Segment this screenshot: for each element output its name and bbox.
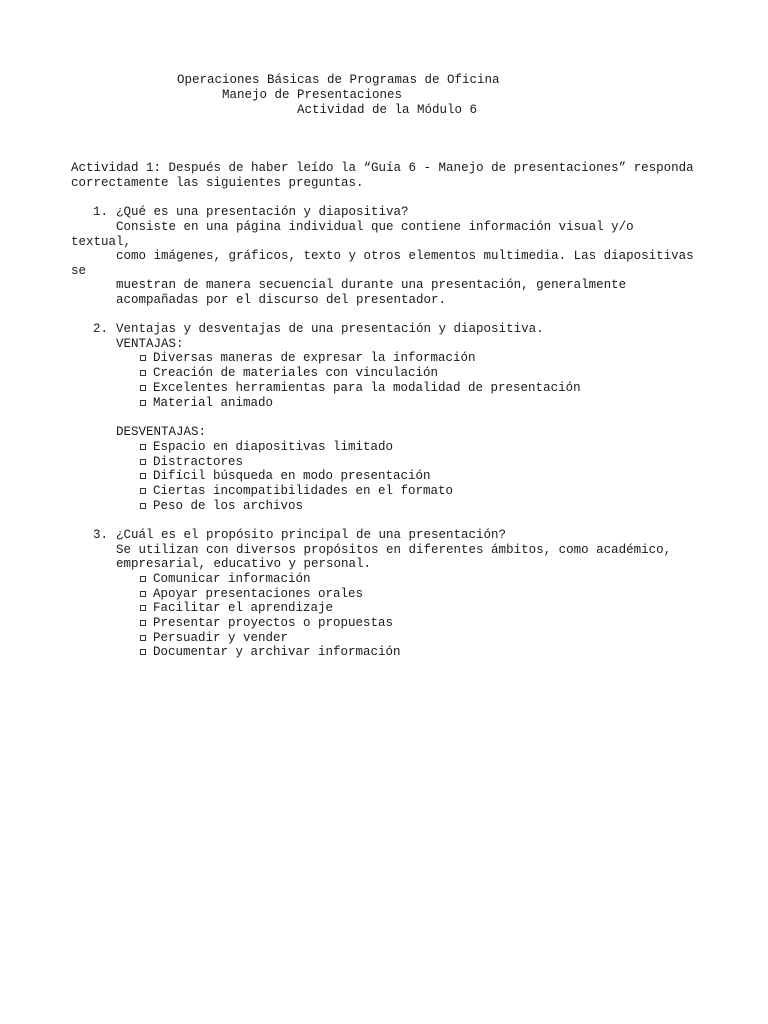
- ventajas-label: VENTAJAS:: [116, 337, 184, 351]
- q2-number: 2.: [93, 322, 109, 336]
- desventaja-item: Distractores: [153, 455, 244, 469]
- bullet-icon: [140, 444, 146, 450]
- bullet-icon: [140, 605, 146, 611]
- q3-answer-line: empresarial, educativo y personal.: [116, 557, 372, 571]
- q1-answer-line: Consiste en una página individual que contiene información visual y/o: [116, 220, 634, 234]
- desventajas-label: DESVENTAJAS:: [116, 425, 207, 439]
- q3-item: Apoyar presentaciones orales: [153, 587, 364, 601]
- header-title: Operaciones Básicas de Programas de Oficina: [177, 73, 500, 87]
- desventaja-item: Ciertas incompatibilidades en el formato: [153, 484, 454, 498]
- q3-item: Facilitar el aprendizaje: [153, 601, 334, 615]
- q3-item: Persuadir y vender: [153, 631, 289, 645]
- header-module: Actividad de la Módulo 6: [297, 103, 478, 117]
- bullet-icon: [140, 473, 146, 479]
- ventaja-item: Diversas maneras de expresar la información: [153, 351, 476, 365]
- bullet-icon: [140, 635, 146, 641]
- q3-item: Documentar y archivar información: [153, 645, 401, 659]
- q1-number: 1.: [93, 205, 109, 219]
- bullet-icon: [140, 400, 146, 406]
- q1-answer-line: se: [71, 264, 87, 278]
- bullet-icon: [140, 591, 146, 597]
- ventaja-item: Creación de materiales con vinculación: [153, 366, 439, 380]
- q1-question: ¿Qué es una presentación y diapositiva?: [116, 205, 409, 219]
- q1-answer-line: textual,: [71, 235, 132, 249]
- bullet-icon: [140, 576, 146, 582]
- desventaja-item: Espacio en diapositivas limitado: [153, 440, 394, 454]
- ventaja-item: Material animado: [153, 396, 274, 410]
- bullet-icon: [140, 488, 146, 494]
- desventaja-item: Peso de los archivos: [153, 499, 304, 513]
- bullet-icon: [140, 355, 146, 361]
- q3-answer-line: Se utilizan con diversos propósitos en diferentes ámbitos, como académico,: [116, 543, 672, 557]
- bullet-icon: [140, 620, 146, 626]
- bullet-icon: [140, 370, 146, 376]
- q3-item: Presentar proyectos o propuestas: [153, 616, 394, 630]
- bullet-icon: [140, 459, 146, 465]
- bullet-icon: [140, 649, 146, 655]
- bullet-icon: [140, 385, 146, 391]
- q3-number: 3.: [93, 528, 109, 542]
- q1-answer-line: como imágenes, gráficos, texto y otros elementos multimedia. Las diapositivas: [116, 249, 694, 263]
- intro-line-1: Actividad 1: Después de haber leído la “Guía 6 - Manejo de presentaciones” responda: [71, 161, 694, 175]
- q3-item: Comunicar información: [153, 572, 311, 586]
- desventaja-item: Difícil búsqueda en modo presentación: [153, 469, 431, 483]
- q1-answer-line: muestran de manera secuencial durante una presentación, generalmente: [116, 278, 627, 292]
- q1-answer-line: acompañadas por el discurso del presentador.: [116, 293, 447, 307]
- bullet-icon: [140, 503, 146, 509]
- intro-line-2: correctamente las siguientes preguntas.: [71, 176, 364, 190]
- ventaja-item: Excelentes herramientas para la modalidad de presentación: [153, 381, 581, 395]
- header-subtitle: Manejo de Presentaciones: [222, 88, 403, 102]
- q3-question: ¿Cuál es el propósito principal de una presentación?: [116, 528, 507, 542]
- q2-question: Ventajas y desventajas de una presentación y diapositiva.: [116, 322, 544, 336]
